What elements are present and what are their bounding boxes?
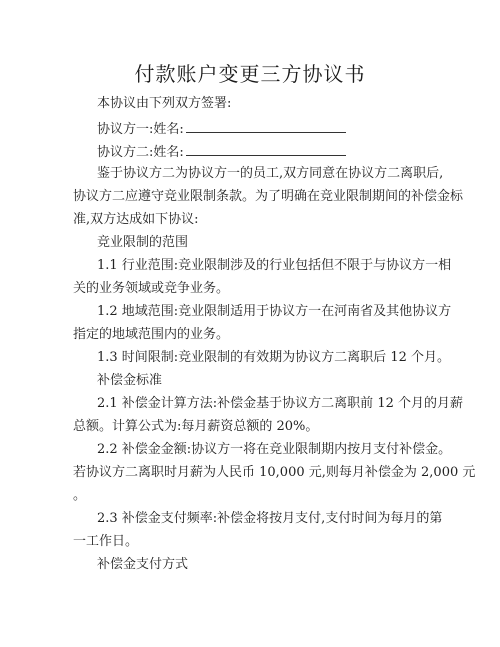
party-a-label: 协议方一:姓名:	[97, 122, 184, 137]
clause-line: 2.1 补偿金计算方法:补偿金基于协议方二离职前 12 个月的月薪	[97, 396, 463, 411]
clause-line: 1.1 行业范围:竞业限制涉及的行业包括但不限于与协议方一相	[97, 258, 452, 273]
document-title: 付款账户变更三方协议书	[134, 62, 366, 86]
clause-line: 总额。计算公式为:每月薪资总额的 20%。	[73, 419, 319, 434]
party-b-signature-line	[186, 142, 346, 156]
clause-line: 1.3 时间限制:竞业限制的有效期为协议方二离职后 12 个月。	[97, 350, 450, 365]
party-b-line	[97, 142, 346, 162]
section-heading-scope: 竞业限制的范围	[97, 235, 189, 250]
paragraph-line: 协议方二应遵守竞业限制条款。为了明确在竞业限制期间的补偿金标	[73, 189, 464, 204]
clause-line: 若协议方二离职时月薪为人民币 10,000 元,则每月补偿金为 2,000 元	[73, 465, 476, 480]
clause-line: 指定的地域范围内的业务。	[73, 327, 230, 342]
paragraph-line: 鉴于协议方二为协议方一的员工,双方同意在协议方二离职后,	[97, 166, 444, 181]
party-a-signature-line	[186, 119, 346, 133]
clause-line: 。	[73, 488, 87, 503]
party-a-line	[97, 119, 346, 139]
clause-line: 1.2 地域范围:竞业限制适用于协议方一在河南省及其他协议方	[97, 304, 452, 319]
party-b-label: 协议方二:姓名:	[97, 145, 184, 160]
intro-line: 本协议由下列双方签署:	[97, 96, 232, 111]
section-heading-method: 补偿金支付方式	[97, 557, 189, 572]
clause-line: 一工作日。	[73, 534, 139, 549]
clause-line: 2.2 补偿金金额:协议方一将在竞业限制期内按月支付补偿金。	[97, 442, 452, 457]
section-heading-standard: 补偿金标准	[97, 373, 163, 388]
paragraph-line: 准,双方达成如下协议:	[73, 212, 199, 227]
clause-line: 2.3 补偿金支付频率:补偿金将按月支付,支付时间为每月的第	[97, 511, 443, 526]
clause-line: 关的业务领域或竞争业务。	[73, 281, 230, 296]
